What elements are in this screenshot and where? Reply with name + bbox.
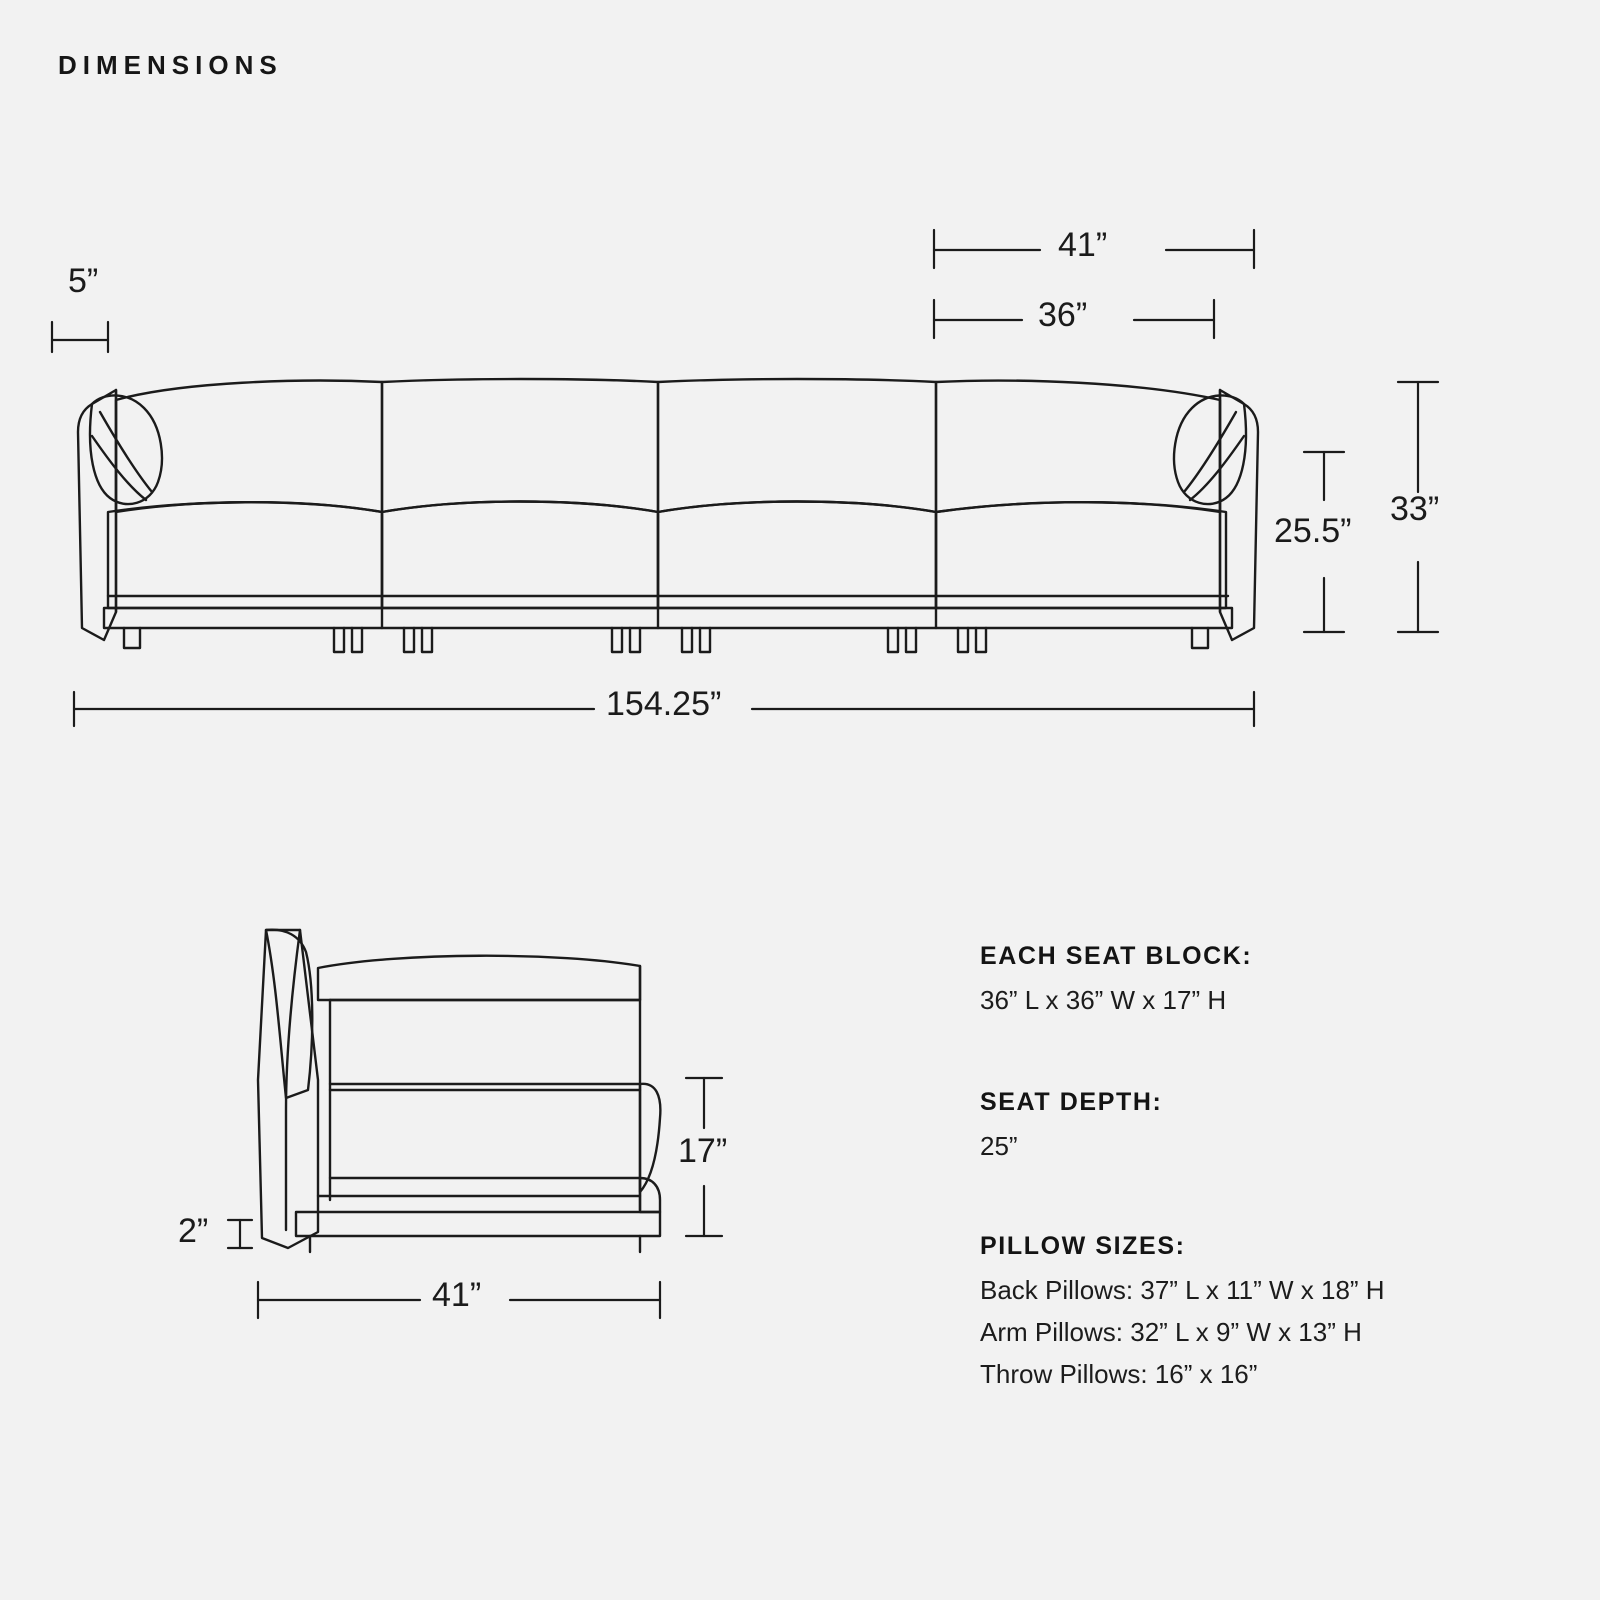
spec-line: Back Pillows: 37” L x 11” W x 18” H [980, 1275, 1385, 1305]
spec-seat-block [980, 942, 1252, 1027]
spec-pillow-sizes [980, 1232, 1385, 1401]
spec-seat-depth [980, 1088, 1162, 1173]
page-title: DIMENSIONS [58, 50, 283, 80]
label-module-overall-width: 41” [1058, 226, 1108, 264]
label-overall-length: 154.25” [606, 685, 722, 723]
label-seat-back-height: 25.5” [1274, 512, 1352, 550]
spec-line: Arm Pillows: 32” L x 9” W x 13” H [980, 1317, 1362, 1347]
spec-line: 25” [980, 1131, 1018, 1161]
label-side-depth: 41” [432, 1276, 482, 1314]
label-arm-width: 5” [68, 262, 99, 300]
label-leg-height: 2” [178, 1212, 209, 1250]
label-seat-height: 17” [678, 1132, 728, 1170]
spec-line: 36” L x 36” W x 17” H [980, 985, 1227, 1015]
side-view-sofa [258, 930, 660, 1252]
spec-heading: SEAT DEPTH: [980, 1088, 1163, 1116]
front-view-dimension-lines [52, 230, 1438, 726]
label-module-seat-width: 36” [1038, 296, 1088, 334]
front-view-sofa [78, 379, 1258, 652]
spec-heading: PILLOW SIZES: [980, 1232, 1186, 1260]
spec-heading: EACH SEAT BLOCK: [980, 942, 1253, 970]
spec-line: Throw Pillows: 16” x 16” [980, 1359, 1258, 1389]
label-overall-height: 33” [1390, 490, 1440, 528]
